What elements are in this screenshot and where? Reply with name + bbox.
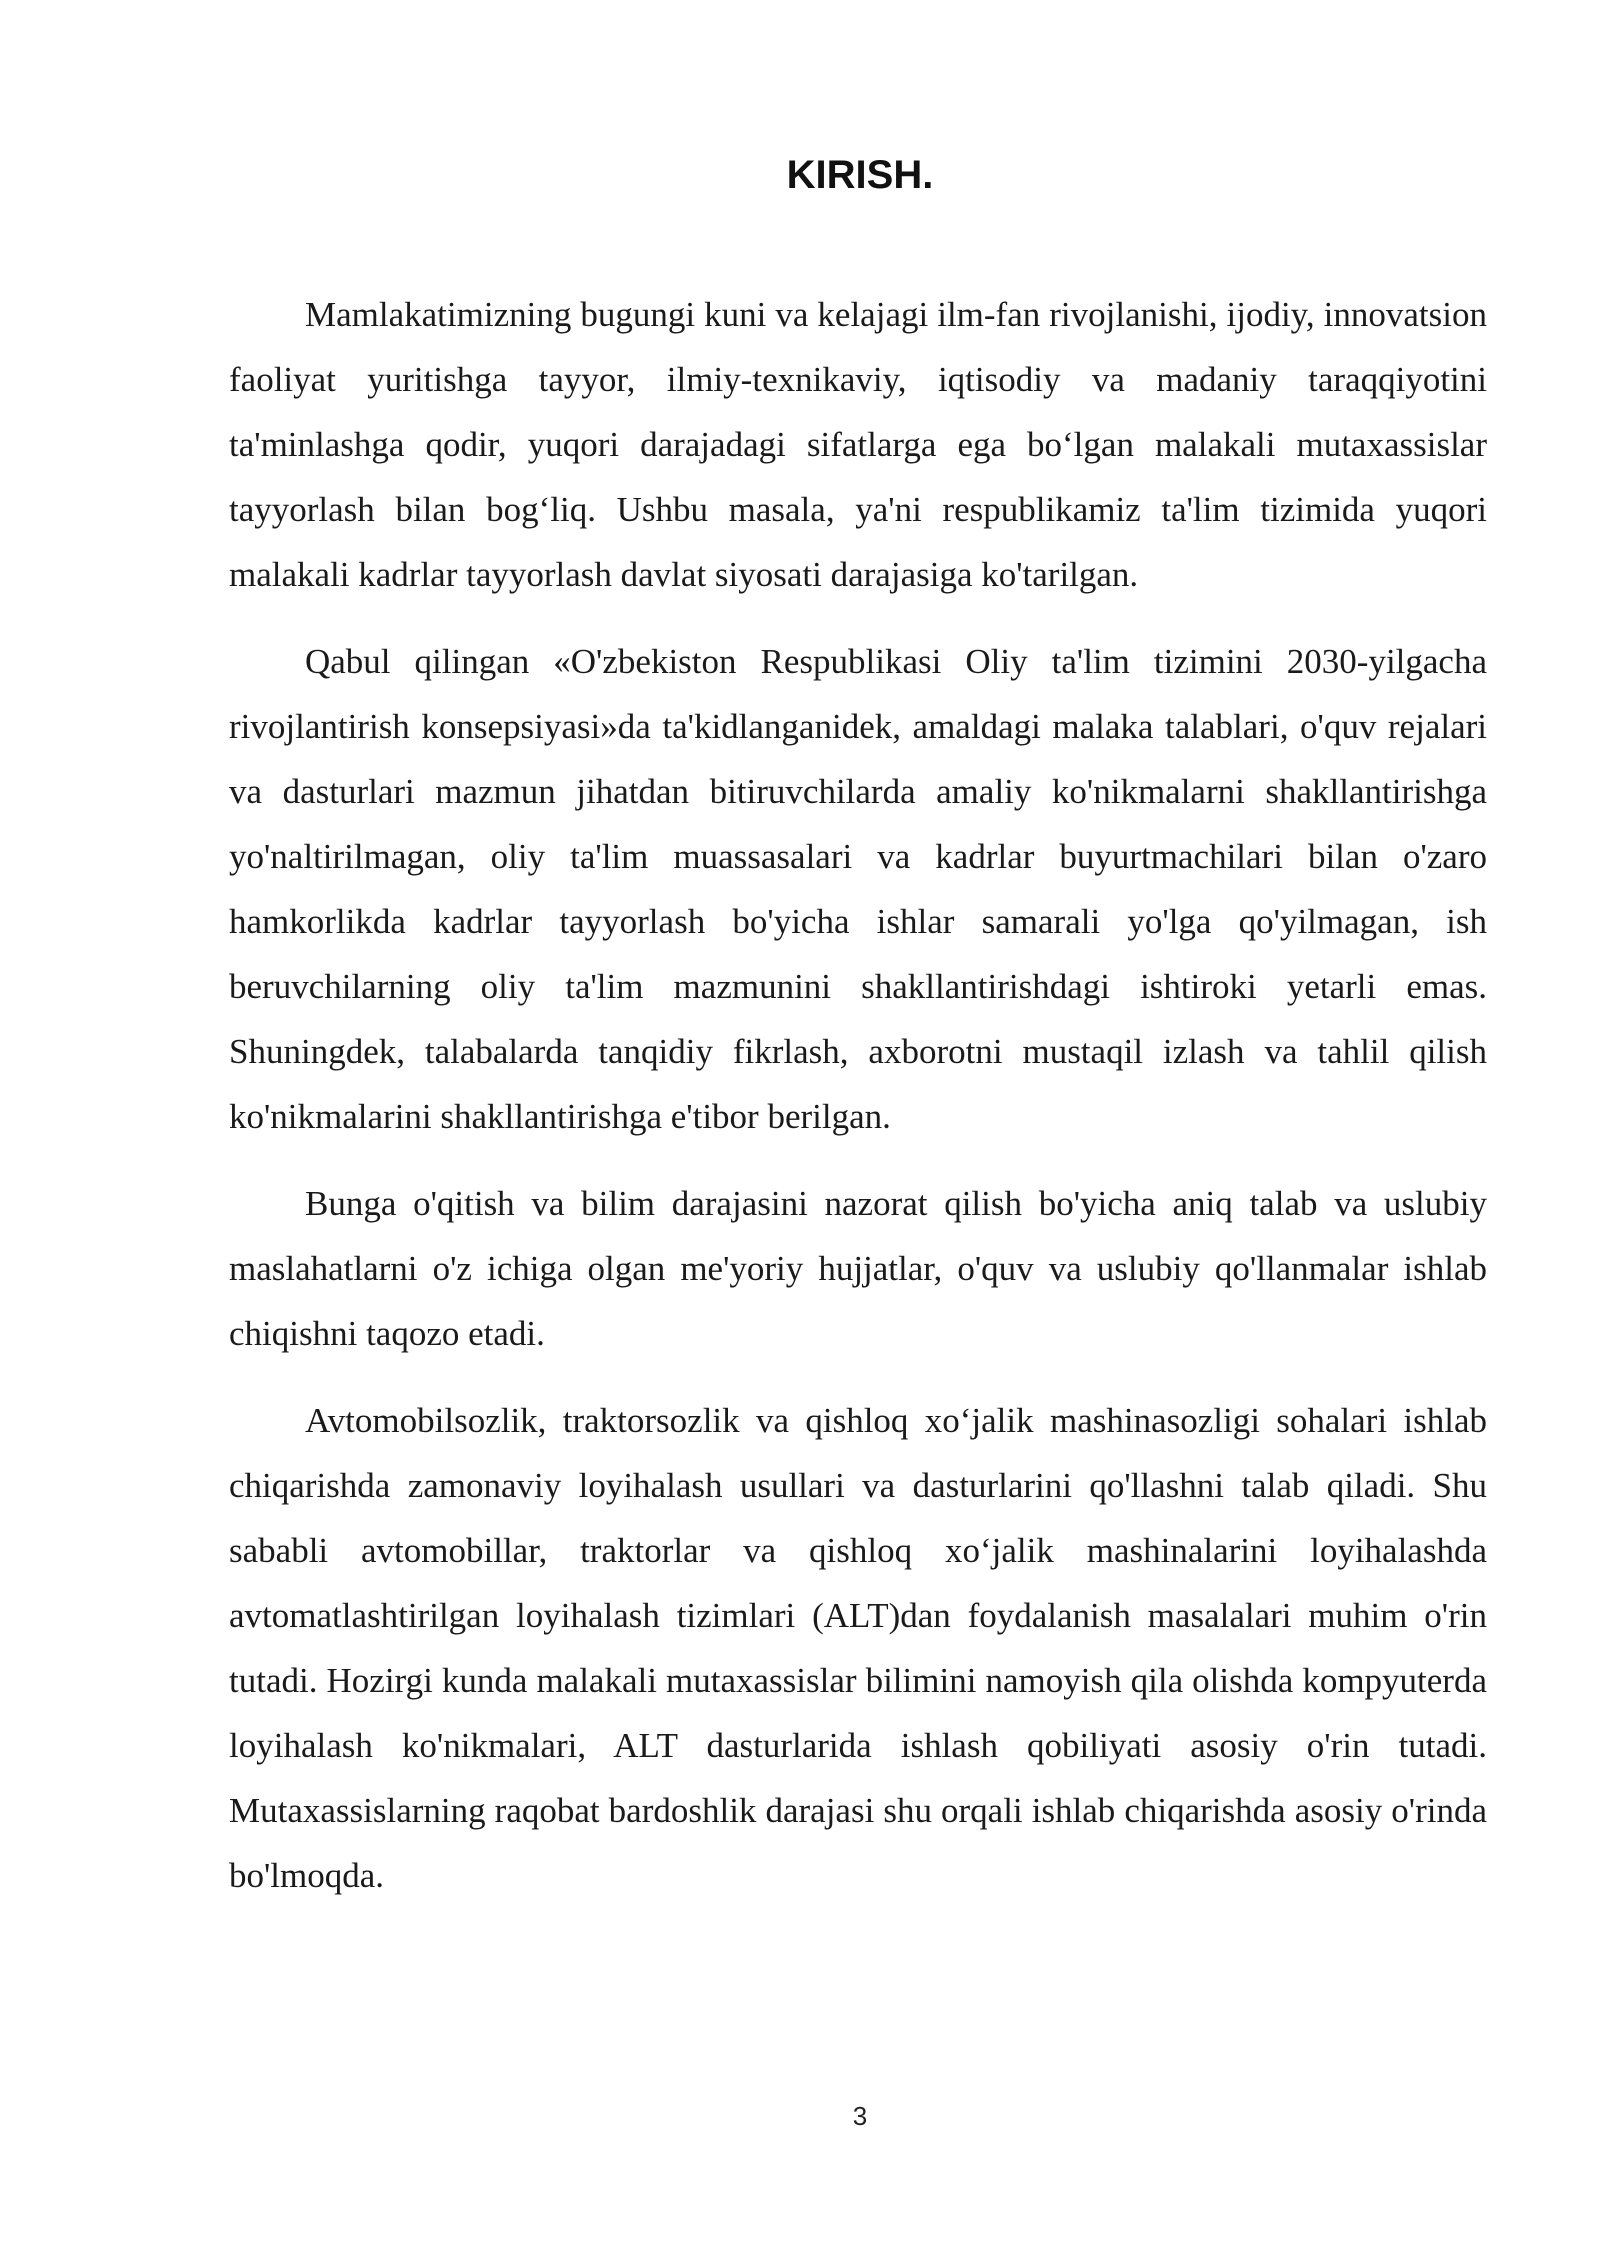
paragraph-3: Bunga o'qitish va bilim darajasini nazorat qilish bo'yicha aniq talab va uslubiy maslahatlarni o'z ichiga olgan me'yoriy hujjatlar, o'quv va uslubiy qo'llanmalar ishlab chiqishni taqozo etadi. (229, 1184, 1487, 1353)
page-number: 3 (852, 2101, 868, 2131)
body-text (229, 282, 1487, 1930)
paragraph-2: Qabul qilingan «O'zbekiston Respublikasi Oliy ta'lim tizimini 2030-yilgacha rivojlantirish konsepsiyasi»da ta'kidlanganidek, amaldagi malaka talablari, o'quv rejalari va dasturlari mazmun jihatdan bitiruvchilarda amaliy ko'nikmalarni shakllantirishga yo'naltirilmagan, oliy ta'lim muassasalari va kadrlar buyurtmachilari bilan o'zaro hamkorlikda kadrlar tayyorlash bo'yicha ishlar samarali yo'lga qo'yilmagan, ish beruvchilarning oliy ta'lim mazmunini shakllantirishdagi ishtiroki yetarli emas. Shuningdek, talabalarda tanqidiy fikrlash, axborotni mustaqil izlash va tahlil qilish ko'nikmalarini shakllantirishga e'tibor berilgan. (229, 642, 1487, 1136)
paragraph-1: Mamlakatimizning bugungi kuni va kelajagi ilm-fan rivojlanishi, ijodiy, innovatsion faoliyat yuritishga tayyor, ilmiy-texnikaviy, iqtisodiy va madaniy taraqqiyotini ta'minlashga qodir, yuqori darajadagi sifatlarga ega bo‘lgan malakali mutaxassislar tayyorlash bilan bog‘liq. Ushbu masala, ya'ni respublikamiz ta'lim tizimida yuqori malakali kadrlar tayyorlash davlat siyosati darajasiga ko'tarilgan. (229, 295, 1487, 594)
paragraph-4: Avtomobilsozlik, traktorsozlik va qishloq xo‘jalik mashinasozligi sohalari ishlab chiqarishda zamonaviy loyihalash usullari va dasturlarini qo'llashni talab qiladi. Shu sababli avtomobillar, traktorlar va qishloq xo‘jalik mashinalarini loyihalashda avtomatlashtirilgan loyihalash tizimlari (ALT)dan foydalanish masalalari muhim o'rin tutadi. Hozirgi kunda malakali mutaxassislar bilimini namoyish qila olishda kompyuterda loyihalash ko'nikmalari, ALT dasturlarida ishlash qobiliyati asosiy o'rin tutadi. Mutaxassislarning raqobat bardoshlik darajasi shu orqali ishlab chiqarishda asosiy o'rinda bo'lmoqda. (229, 1401, 1487, 1895)
page-title: KIRISH. (786, 153, 934, 197)
